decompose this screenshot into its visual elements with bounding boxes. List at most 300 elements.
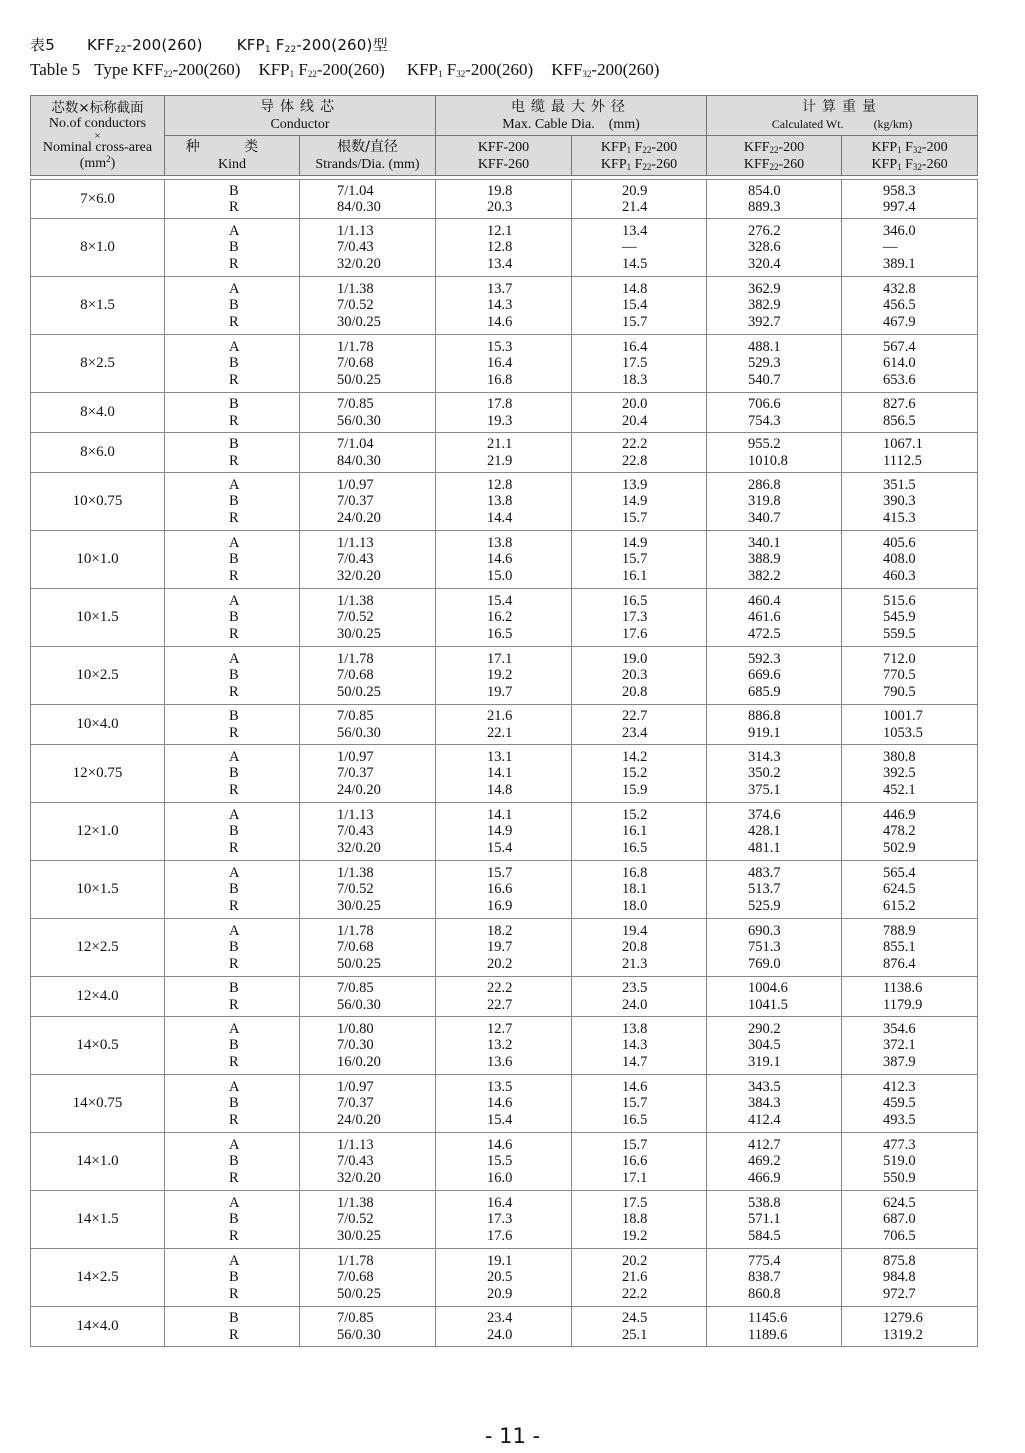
- strands-value: 1/1.13: [337, 806, 374, 823]
- weight-kfp-value: 446.9: [883, 806, 916, 823]
- kind-value: B: [229, 396, 239, 412]
- strands-value: 32/0.20: [337, 567, 381, 584]
- dia-kfp-value: 16.6: [622, 1153, 648, 1170]
- dia-kff-value: 12.1: [487, 222, 513, 239]
- weight-kfp-value: 387.9: [883, 1053, 916, 1070]
- dia-kff-value: 14.6: [487, 551, 513, 568]
- table-row: [30, 473, 978, 531]
- kind-value: A: [229, 1136, 240, 1153]
- strands-cell: [300, 977, 436, 1017]
- dia-kfp-value: 25.1: [622, 1326, 648, 1343]
- table-row: [30, 531, 978, 589]
- strands-value: 7/0.85: [337, 396, 374, 412]
- weight-kfp-value: 519.0: [883, 1153, 916, 1170]
- dia-kfp-value: 22.2: [622, 1285, 648, 1302]
- strands-value: 56/0.30: [337, 412, 381, 429]
- dia-kfp-cell: [572, 1075, 707, 1133]
- weight-kff-value: 1010.8: [748, 452, 788, 469]
- strands-value: 7/0.43: [337, 823, 374, 840]
- weight-kfp-value: 706.5: [883, 1227, 916, 1244]
- caption-en-type2: $KFP_1$ $F_{22}-200(260)$: [258, 60, 385, 79]
- weight-kff-value: 955.2: [748, 436, 781, 452]
- strands-value: 30/0.25: [337, 897, 381, 914]
- spec-cell: 14×2.5: [30, 1249, 165, 1307]
- weight-kfp-value: 875.8: [883, 1252, 916, 1269]
- kind-value: A: [229, 534, 240, 551]
- spec-cell: 10×1.5: [30, 589, 165, 647]
- weight-kfp-value: 415.3: [883, 509, 916, 526]
- weight-kff-value: 382.9: [748, 297, 781, 314]
- weight-kfp-cell: [842, 1133, 978, 1191]
- spec-cell: 10×1.5: [30, 861, 165, 919]
- dia-kfp-value: 17.1: [622, 1169, 648, 1186]
- weight-kfp-cell: [842, 745, 978, 803]
- dia-kfp-value: 23.5: [622, 980, 648, 996]
- table-row: [30, 589, 978, 647]
- weight-kff-cell: [707, 705, 842, 745]
- caption-en: [30, 60, 659, 80]
- header-dia-kff: [436, 136, 572, 176]
- strands-value: 1/0.97: [337, 1078, 374, 1095]
- kind-value: B: [229, 708, 239, 724]
- weight-kff-cell: [707, 1249, 842, 1307]
- strands-value: 1/0.97: [337, 476, 374, 493]
- weight-kfp-value: 687.0: [883, 1211, 916, 1228]
- strands-value: 50/0.25: [337, 683, 381, 700]
- kind-cell: [165, 473, 300, 531]
- spec-cell: 8×6.0: [30, 433, 165, 473]
- strands-cell: [300, 1133, 436, 1191]
- dia-kfp-value: 20.4: [622, 412, 648, 429]
- dia-kff-value: 12.8: [487, 476, 513, 493]
- weight-kfp-value: 392.5: [883, 765, 916, 782]
- weight-kff-cell: [707, 745, 842, 803]
- kind-value: A: [229, 1078, 240, 1095]
- weight-kfp-value: 545.9: [883, 609, 916, 626]
- weight-kfp-value: 467.9: [883, 313, 916, 330]
- dia-kff-cell: [436, 473, 572, 531]
- header-max-dia-cn: 电缆最大外径: [511, 98, 631, 115]
- caption-en-type4: $KFF_{32}-200(260)$: [551, 60, 660, 79]
- weight-kfp-cell: [842, 531, 978, 589]
- dia-kfp-value: 18.8: [622, 1211, 648, 1228]
- dia-kfp-cell: [572, 745, 707, 803]
- weight-kff-value: 1004.6: [748, 980, 788, 996]
- kind-value: R: [229, 781, 239, 798]
- dia-kfp-cell: [572, 1017, 707, 1075]
- spec-cell: 14×4.0: [30, 1307, 165, 1347]
- dia-kff-value: 12.8: [487, 239, 513, 256]
- weight-kff-value: 488.1: [748, 338, 781, 355]
- weight-kfp-value: 1319.2: [883, 1326, 923, 1343]
- spec-cell: 8×1.5: [30, 277, 165, 335]
- strands-value: 56/0.30: [337, 724, 381, 741]
- weight-kff-value: 860.8: [748, 1285, 781, 1302]
- weight-kff-value: 472.5: [748, 625, 781, 642]
- weight-kff-value: 320.4: [748, 255, 781, 272]
- dia-kfp-value: 13.4: [622, 222, 648, 239]
- weight-kfp-cell: [842, 1075, 978, 1133]
- weight-kfp-value: 1067.1: [883, 436, 923, 452]
- weight-kff-value: 483.7: [748, 864, 781, 881]
- dia-kff-cell: [436, 433, 572, 473]
- weight-kfp-value: 432.8: [883, 280, 916, 297]
- dia-kfp-value: 21.6: [622, 1269, 648, 1286]
- strands-value: 32/0.20: [337, 255, 381, 272]
- table-row: [30, 1075, 978, 1133]
- dia-kff-value: 23.4: [487, 1310, 513, 1326]
- caption-cn-type2: $KFP_1$ $F_{22}-200(260)$型: [236, 36, 388, 55]
- dia-kfp-value: 15.7: [622, 509, 648, 526]
- kind-value: A: [229, 280, 240, 297]
- dia-kff-value: 19.8: [487, 182, 513, 199]
- dia-kff-value: 20.2: [487, 955, 513, 972]
- dia-kfp-value: 17.3: [622, 609, 648, 626]
- strands-value: 1/1.78: [337, 922, 374, 939]
- weight-kfp-value: 958.3: [883, 182, 916, 199]
- dia-kfp-value: 20.8: [622, 939, 648, 956]
- strands-value: 32/0.20: [337, 839, 381, 856]
- kind-value: B: [229, 881, 239, 898]
- dia-kfp-value: 19.2: [622, 1227, 648, 1244]
- kind-value: B: [229, 823, 239, 840]
- dia-kff-value: 16.5: [487, 625, 513, 642]
- strands-value: 30/0.25: [337, 625, 381, 642]
- dia-kff-value: 17.6: [487, 1227, 513, 1244]
- spec-cell: 14×1.5: [30, 1191, 165, 1249]
- kind-cell: [165, 647, 300, 705]
- kind-value: B: [229, 1037, 239, 1054]
- weight-kff-value: 513.7: [748, 881, 781, 898]
- table-row: [30, 919, 978, 977]
- dia-kfp-value: 20.9: [622, 182, 648, 199]
- header-strands-en: Strands/Dia. (mm): [315, 156, 420, 172]
- dia-kff-value: 19.1: [487, 1252, 513, 1269]
- weight-kff-value: 412.7: [748, 1136, 781, 1153]
- dia-kfp-cell: [572, 705, 707, 745]
- weight-kfp-value: 502.9: [883, 839, 916, 856]
- kind-cell: [165, 1307, 300, 1347]
- header-calc-weight-en: [707, 116, 977, 133]
- weight-kfp-cell: [842, 1191, 978, 1249]
- dia-kff-value: 13.6: [487, 1053, 513, 1070]
- dia-kfp-value: 22.8: [622, 452, 648, 469]
- spec-cell: 10×1.0: [30, 531, 165, 589]
- header-dia-kff-200: KFF-200: [477, 139, 530, 155]
- header-calc-weight: [707, 95, 978, 136]
- strands-value: 30/0.25: [337, 1227, 381, 1244]
- weight-kfp-value: 790.5: [883, 683, 916, 700]
- spec-cell: 14×1.0: [30, 1133, 165, 1191]
- strands-value: 7/0.85: [337, 980, 374, 996]
- dia-kfp-value: 19.4: [622, 922, 648, 939]
- weight-kfp-cell: [842, 219, 978, 277]
- dia-kff-value: 12.7: [487, 1020, 513, 1037]
- header-wt-kfp-260: $KFP_1$ $F_{32}-260$: [871, 156, 948, 172]
- weight-kff-value: 751.3: [748, 939, 781, 956]
- weight-kfp-value: 412.3: [883, 1078, 916, 1095]
- strands-value: 7/0.85: [337, 1310, 374, 1326]
- header-dia-kfp: [572, 136, 707, 176]
- dia-kff-value: 14.8: [487, 781, 513, 798]
- kind-value: B: [229, 1310, 239, 1326]
- spec-cell: 8×4.0: [30, 393, 165, 433]
- weight-kff-value: 685.9: [748, 683, 781, 700]
- weight-kff-value: 540.7: [748, 371, 781, 388]
- strands-value: 7/0.68: [337, 667, 374, 684]
- weight-kff-cell: [707, 531, 842, 589]
- dia-kff-value: 15.4: [487, 592, 513, 609]
- kind-value: R: [229, 839, 239, 856]
- strands-value: 24/0.20: [337, 509, 381, 526]
- table-row: [30, 1191, 978, 1249]
- dia-kfp-value: 20.0: [622, 396, 648, 412]
- strands-value: 1/0.97: [337, 748, 374, 765]
- weight-kfp-value: 856.5: [883, 412, 916, 429]
- dia-kfp-value: 14.9: [622, 493, 648, 510]
- kind-value: R: [229, 955, 239, 972]
- strands-cell: [300, 647, 436, 705]
- header-spec-cn: 芯数×标称截面: [51, 99, 144, 116]
- header-calc-weight-unit: (kg/km): [873, 116, 913, 131]
- dia-kff-value: 13.7: [487, 280, 513, 297]
- weight-kfp-value: 624.5: [883, 1194, 916, 1211]
- weight-kfp-value: 408.0: [883, 551, 916, 568]
- kind-value: B: [229, 493, 239, 510]
- weight-kff-value: 374.6: [748, 806, 781, 823]
- kind-value: A: [229, 1020, 240, 1037]
- weight-kfp-value: 653.6: [883, 371, 916, 388]
- strands-value: 24/0.20: [337, 781, 381, 798]
- strands-cell: [300, 1249, 436, 1307]
- strands-value: 7/0.43: [337, 1153, 374, 1170]
- kind-cell: [165, 589, 300, 647]
- dia-kfp-value: 15.7: [622, 1095, 648, 1112]
- dia-kfp-value: 22.7: [622, 708, 648, 724]
- strands-value: 50/0.25: [337, 955, 381, 972]
- strands-value: 30/0.25: [337, 313, 381, 330]
- weight-kfp-value: 614.0: [883, 355, 916, 372]
- dia-kff-cell: [436, 1133, 572, 1191]
- weight-kff-value: 775.4: [748, 1252, 781, 1269]
- strands-value: 1/1.13: [337, 1136, 374, 1153]
- caption-cn-type1: $KFF_{22}-200(260)$: [86, 36, 203, 55]
- dia-kff-value: 14.6: [487, 1136, 513, 1153]
- weight-kff-cell: [707, 179, 842, 219]
- dia-kff-cell: [436, 745, 572, 803]
- dia-kfp-value: 18.0: [622, 897, 648, 914]
- kind-value: B: [229, 436, 239, 452]
- strands-value: 50/0.25: [337, 371, 381, 388]
- spec-cell: 10×4.0: [30, 705, 165, 745]
- dia-kfp-value: 20.8: [622, 683, 648, 700]
- weight-kfp-value: 855.1: [883, 939, 916, 956]
- dia-kff-value: 18.2: [487, 922, 513, 939]
- strands-value: 84/0.30: [337, 199, 381, 215]
- weight-kff-value: 461.6: [748, 609, 781, 626]
- weight-kff-value: 460.4: [748, 592, 781, 609]
- kind-value: A: [229, 864, 240, 881]
- dia-kff-value: 15.3: [487, 338, 513, 355]
- table-row: [30, 1017, 978, 1075]
- dia-kff-value: 24.0: [487, 1326, 513, 1343]
- kind-value: R: [229, 683, 239, 700]
- weight-kff-cell: [707, 433, 842, 473]
- dia-kfp-cell: [572, 919, 707, 977]
- kind-cell: [165, 1191, 300, 1249]
- dia-kfp-value: 17.5: [622, 355, 648, 372]
- dia-kff-value: 14.9: [487, 823, 513, 840]
- dia-kfp-value: 23.4: [622, 724, 648, 741]
- weight-kfp-value: 567.4: [883, 338, 916, 355]
- dia-kff-value: 17.1: [487, 650, 513, 667]
- dia-kff-value: 15.5: [487, 1153, 513, 1170]
- weight-kfp-cell: [842, 335, 978, 393]
- weight-kfp-cell: [842, 179, 978, 219]
- kind-value: R: [229, 1053, 239, 1070]
- dia-kfp-cell: [572, 1191, 707, 1249]
- header-calc-weight-en-text: Calculated Wt.: [771, 116, 844, 131]
- dia-kfp-value: 17.6: [622, 625, 648, 642]
- weight-kfp-value: 1138.6: [883, 980, 923, 996]
- table-row: [30, 219, 978, 277]
- header-calc-weight-cn: 计算重量: [802, 98, 883, 115]
- weight-kff-value: 469.2: [748, 1153, 781, 1170]
- strands-value: 7/0.68: [337, 1269, 374, 1286]
- kind-value: R: [229, 452, 239, 469]
- caption-en-label: Table 5: [30, 60, 81, 79]
- table-row: [30, 861, 978, 919]
- kind-value: R: [229, 371, 239, 388]
- strands-cell: [300, 219, 436, 277]
- weight-kff-value: 319.1: [748, 1053, 781, 1070]
- table-row: [30, 277, 978, 335]
- weight-kff-value: 340.7: [748, 509, 781, 526]
- weight-kfp-cell: [842, 803, 978, 861]
- table-row: [30, 393, 978, 433]
- kind-value: B: [229, 182, 239, 199]
- dia-kfp-value: 13.8: [622, 1020, 648, 1037]
- strands-value: 7/0.37: [337, 1095, 374, 1112]
- dia-kff-value: 21.1: [487, 436, 513, 452]
- strands-cell: [300, 1017, 436, 1075]
- kind-value: A: [229, 806, 240, 823]
- dia-kfp-cell: [572, 335, 707, 393]
- kind-value: R: [229, 199, 239, 215]
- weight-kfp-value: 1179.9: [883, 996, 923, 1013]
- kind-cell: [165, 861, 300, 919]
- header-conductor: [165, 95, 436, 136]
- dia-kfp-value: 16.8: [622, 864, 648, 881]
- weight-kfp-value: 460.3: [883, 567, 916, 584]
- strands-value: 1/1.78: [337, 1252, 374, 1269]
- dia-kff-value: 16.4: [487, 1194, 513, 1211]
- dia-kff-value: 20.5: [487, 1269, 513, 1286]
- table-row: [30, 433, 978, 473]
- weight-kff-value: 669.6: [748, 667, 781, 684]
- weight-kfp-cell: [842, 1307, 978, 1347]
- kind-value: R: [229, 255, 239, 272]
- strands-value: 7/0.52: [337, 609, 374, 626]
- dia-kff-cell: [436, 1191, 572, 1249]
- strands-cell: [300, 705, 436, 745]
- kind-value: R: [229, 567, 239, 584]
- weight-kff-value: 754.3: [748, 412, 781, 429]
- dia-kff-value: 22.1: [487, 724, 513, 741]
- dia-kff-value: 16.8: [487, 371, 513, 388]
- weight-kfp-value: 346.0: [883, 222, 916, 239]
- weight-kff-cell: [707, 589, 842, 647]
- weight-kfp-value: 405.6: [883, 534, 916, 551]
- kind-cell: [165, 219, 300, 277]
- weight-kfp-value: 712.0: [883, 650, 916, 667]
- header-spec-en1: No.of conductors: [48, 115, 147, 131]
- dia-kff-value: 19.7: [487, 939, 513, 956]
- kind-value: B: [229, 239, 239, 256]
- kind-cell: [165, 179, 300, 219]
- dia-kfp-value: 24.5: [622, 1310, 648, 1326]
- header-conductor-cn: 导体线芯: [260, 98, 340, 115]
- kind-value: A: [229, 476, 240, 493]
- kind-value: B: [229, 939, 239, 956]
- dia-kff-value: 19.3: [487, 412, 513, 429]
- kind-value: R: [229, 1326, 239, 1343]
- dia-kfp-value: 17.5: [622, 1194, 648, 1211]
- kind-value: A: [229, 592, 240, 609]
- strands-value: 1/1.13: [337, 534, 374, 551]
- dia-kfp-value: 14.3: [622, 1037, 648, 1054]
- header-wt-kfp: [842, 136, 978, 176]
- table-row: [30, 1249, 978, 1307]
- kind-cell: [165, 1075, 300, 1133]
- weight-kfp-value: 380.8: [883, 748, 916, 765]
- header-dia-kff-260: KFF-260: [477, 156, 530, 172]
- table-row: [30, 977, 978, 1017]
- kind-cell: [165, 277, 300, 335]
- dia-kff-cell: [436, 861, 572, 919]
- weight-kff-value: 592.3: [748, 650, 781, 667]
- strands-value: 1/1.13: [337, 222, 374, 239]
- kind-cell: [165, 433, 300, 473]
- kind-value: A: [229, 1252, 240, 1269]
- weight-kff-value: 290.2: [748, 1020, 781, 1037]
- kind-value: R: [229, 1285, 239, 1302]
- spec-cell: 12×4.0: [30, 977, 165, 1017]
- kind-value: B: [229, 765, 239, 782]
- weight-kfp-value: 559.5: [883, 625, 916, 642]
- dia-kff-cell: [436, 1017, 572, 1075]
- kind-value: R: [229, 724, 239, 741]
- dia-kff-value: 14.1: [487, 765, 513, 782]
- weight-kff-cell: [707, 1075, 842, 1133]
- dia-kfp-value: 14.6: [622, 1078, 648, 1095]
- weight-kfp-cell: [842, 919, 978, 977]
- strands-value: 84/0.30: [337, 452, 381, 469]
- weight-kfp-value: 984.8: [883, 1269, 916, 1286]
- table-row: [30, 647, 978, 705]
- dia-kff-value: 14.6: [487, 313, 513, 330]
- kind-value: R: [229, 509, 239, 526]
- dia-kff-cell: [436, 179, 572, 219]
- strands-cell: [300, 1191, 436, 1249]
- dia-kff-value: 22.2: [487, 980, 513, 996]
- header-kind-en: Kind: [218, 156, 246, 172]
- weight-kff-value: 525.9: [748, 897, 781, 914]
- dia-kfp-value: 22.2: [622, 436, 648, 452]
- dia-kfp-value: 16.5: [622, 592, 648, 609]
- dia-kfp-cell: [572, 433, 707, 473]
- dia-kff-value: 15.0: [487, 567, 513, 584]
